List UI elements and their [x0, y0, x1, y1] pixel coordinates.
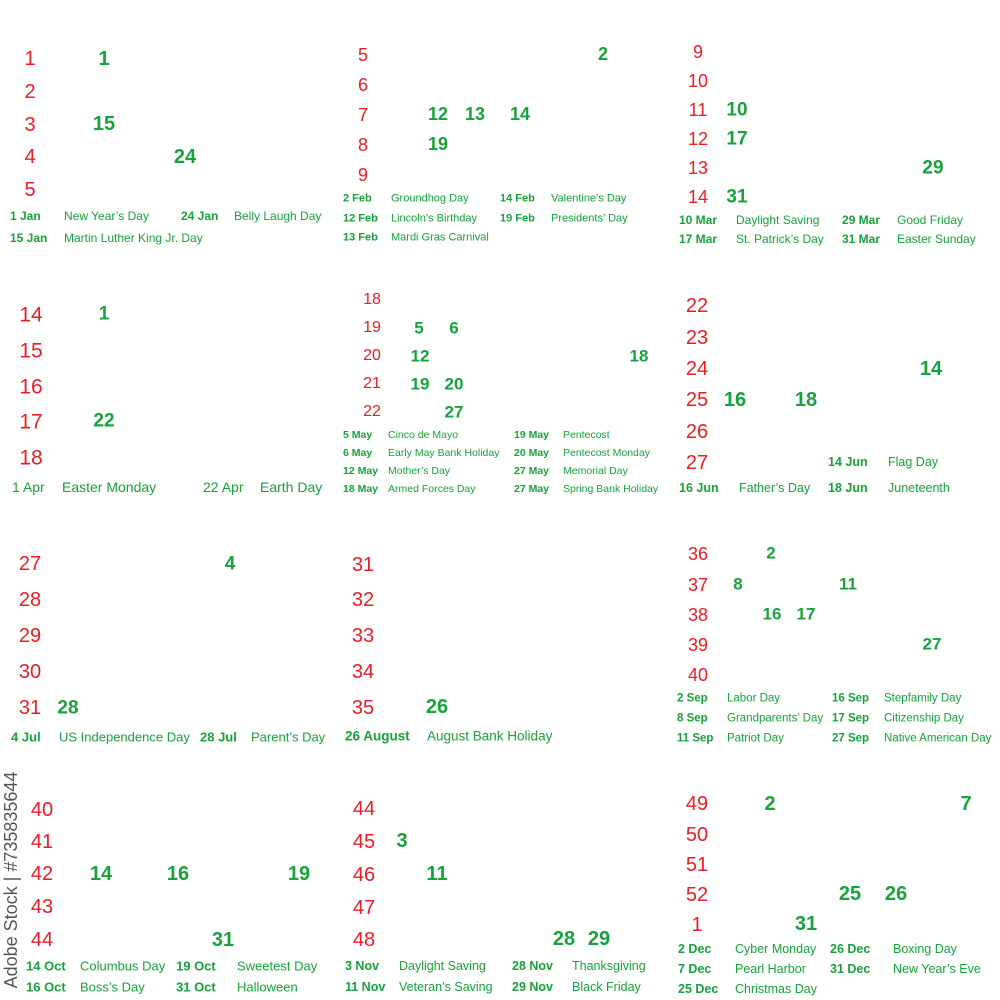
- week-number: 33: [351, 625, 375, 647]
- holiday-date-marker: 1: [98, 48, 110, 70]
- week-number: 35: [351, 697, 375, 719]
- holiday-name: Earth Day: [260, 479, 323, 495]
- holiday-date: 28 Nov: [512, 958, 553, 973]
- holiday-date-marker: 26: [884, 883, 908, 905]
- holiday-name: Presidents’ Day: [551, 212, 628, 225]
- holiday-name: Valentine’s Day: [551, 192, 627, 205]
- week-number: 21: [363, 375, 381, 392]
- holiday-date-marker: 31: [726, 186, 748, 208]
- holiday-name: Easter Sunday: [897, 232, 976, 246]
- holiday-name: Martin Luther King Jr. Day: [64, 231, 203, 245]
- holiday-name: Stepfamily Day: [884, 692, 962, 705]
- holiday-date: 11 Sep: [677, 732, 714, 745]
- holiday-name: New Year’s Day: [64, 209, 149, 223]
- week-number: 28: [18, 589, 42, 611]
- holiday-date: 27 May: [514, 464, 550, 477]
- holiday-date-marker: 25: [838, 883, 862, 905]
- holiday-date-marker: 17: [726, 128, 748, 150]
- week-number: 39: [687, 635, 709, 655]
- holiday-date-marker: 18: [794, 389, 818, 411]
- holiday-date: 31 Mar: [842, 232, 881, 246]
- holiday-date-marker: 29: [587, 928, 611, 950]
- holiday-date: 2 Sep: [677, 692, 708, 705]
- holiday-date-marker: 14: [509, 104, 531, 124]
- week-number: 48: [352, 929, 376, 951]
- holiday-date-marker: 12: [410, 346, 430, 366]
- holiday-date: 28 Jul: [200, 729, 237, 745]
- week-number: 26: [685, 421, 709, 443]
- holiday-date-marker: 22: [93, 410, 115, 432]
- holiday-date: 12 Feb: [343, 212, 378, 225]
- holiday-name: Good Friday: [897, 213, 964, 227]
- holiday-name: Pentecost: [563, 428, 610, 441]
- week-number: 31: [351, 554, 375, 576]
- holiday-name: August Bank Holiday: [427, 728, 553, 744]
- holiday-date: 12 May: [343, 464, 379, 477]
- week-number: 17: [19, 410, 43, 434]
- week-number: 51: [685, 854, 709, 876]
- holiday-date: 14 Oct: [26, 958, 66, 974]
- holiday-name: Memorial Day: [563, 464, 628, 477]
- week-number: 46: [352, 864, 376, 886]
- week-number: 43: [30, 896, 54, 918]
- week-number: 13: [687, 158, 709, 178]
- holiday-date-marker: 16: [723, 389, 747, 411]
- week-number: 18: [19, 446, 43, 470]
- week-number: 30: [18, 661, 42, 683]
- week-number: 4: [24, 146, 36, 168]
- holiday-name: Father’s Day: [739, 480, 811, 495]
- holiday-date-marker: 27: [922, 634, 942, 654]
- holiday-date-marker: 15: [92, 113, 116, 135]
- holiday-date: 26 August: [345, 728, 410, 744]
- holiday-name: Native American Day: [884, 732, 992, 745]
- holiday-name: Flag Day: [888, 454, 939, 469]
- holiday-date-marker: 20: [444, 374, 464, 394]
- holiday-date: 16 Jun: [679, 480, 719, 495]
- week-number: 27: [685, 452, 709, 474]
- holiday-name: Groundhog Day: [391, 192, 469, 205]
- holiday-date-marker: 24: [173, 146, 197, 168]
- week-number: 15: [19, 339, 43, 363]
- week-number: 32: [351, 589, 375, 611]
- week-number: 3: [24, 114, 36, 136]
- holiday-date-marker: 19: [427, 134, 449, 154]
- holiday-date: 27 May: [514, 482, 550, 495]
- holiday-name: Early May Bank Holiday: [388, 446, 500, 459]
- holiday-date: 31 Dec: [830, 961, 871, 976]
- holiday-name: Mardi Gras Carnival: [391, 231, 489, 244]
- week-number: 22: [363, 403, 381, 420]
- holiday-date: 3 Nov: [345, 958, 380, 973]
- holiday-date-marker: 6: [449, 318, 459, 338]
- holiday-date-marker: 28: [57, 697, 79, 719]
- holiday-date-marker: 16: [762, 604, 782, 624]
- holiday-date-marker: 11: [426, 863, 448, 885]
- week-number: 14: [687, 187, 709, 207]
- holiday-date-marker: 29: [922, 157, 944, 179]
- week-number: 10: [687, 71, 709, 91]
- watermark: Adobe Stock | #735835644: [1, 771, 21, 989]
- holiday-date-marker: 31: [211, 929, 235, 951]
- week-number: 22: [685, 295, 709, 317]
- holiday-date-marker: 11: [839, 574, 857, 594]
- week-number: 2: [24, 81, 36, 103]
- holiday-date: 5 May: [343, 428, 373, 441]
- holiday-date: 19 May: [514, 428, 550, 441]
- holiday-date: 14 Jun: [828, 454, 868, 469]
- holiday-name: Cinco de Mayo: [388, 428, 459, 441]
- holiday-date: 27 Sep: [832, 732, 870, 745]
- holiday-name: Patriot Day: [727, 732, 784, 745]
- holiday-date-marker: 8: [733, 574, 743, 594]
- holiday-name: Citizenship Day: [884, 712, 964, 725]
- holiday-date: 25 Dec: [678, 981, 719, 996]
- week-number: 29: [18, 625, 42, 647]
- holiday-date-marker: 10: [726, 99, 748, 121]
- week-number: 31: [18, 697, 42, 719]
- week-number: 7: [357, 105, 369, 125]
- holiday-name: Grandparents’ Day: [727, 712, 824, 725]
- holiday-date-marker: 17: [796, 604, 816, 624]
- holiday-name: Daylight Saving: [399, 958, 486, 973]
- holiday-date: 13 Feb: [343, 231, 378, 244]
- holiday-name: Spring Bank Holiday: [563, 482, 659, 495]
- week-number: 24: [685, 358, 709, 380]
- holiday-date: 19 Feb: [500, 212, 535, 225]
- holiday-name: US Independence Day: [59, 729, 190, 745]
- holiday-date: 26 Dec: [830, 941, 871, 956]
- holiday-date-marker: 1: [98, 303, 110, 325]
- holiday-date-marker: 2: [764, 793, 776, 815]
- week-number: 19: [363, 319, 381, 336]
- holiday-date-marker: 26: [425, 696, 449, 718]
- holiday-name: Pearl Harbor: [735, 961, 806, 976]
- holiday-date: 22 Apr: [203, 479, 244, 495]
- holiday-date: 2 Feb: [343, 192, 372, 205]
- holiday-date: 29 Nov: [512, 979, 553, 994]
- holiday-name: Boss’s Day: [80, 979, 145, 995]
- week-number: 12: [687, 129, 709, 149]
- holiday-date: 16 Oct: [26, 979, 66, 995]
- week-number: 20: [363, 347, 381, 364]
- week-number: 5: [24, 179, 36, 201]
- holiday-name: Columbus Day: [80, 958, 166, 974]
- holiday-name: Veteran’s Saving: [399, 979, 493, 994]
- holiday-date: 10 Mar: [679, 213, 718, 227]
- week-number: 38: [687, 605, 709, 625]
- holiday-date-marker: 14: [919, 358, 943, 380]
- holiday-date-marker: 13: [464, 104, 486, 124]
- holiday-date: 8 Sep: [677, 712, 708, 725]
- holiday-name: Cyber Monday: [735, 941, 817, 956]
- holiday-name: Black Friday: [572, 979, 641, 994]
- week-number: 25: [685, 389, 709, 411]
- holiday-date-marker: 4: [224, 553, 236, 575]
- holiday-name: Pentecost Monday: [563, 446, 650, 459]
- holiday-date: 14 Feb: [500, 192, 535, 205]
- week-number: 44: [30, 929, 54, 951]
- holiday-name: Parent’s Day: [251, 729, 326, 745]
- week-number: 18: [363, 291, 381, 308]
- week-number: 36: [687, 544, 709, 564]
- holiday-name: Sweetest Day: [237, 958, 318, 974]
- holiday-name: Halloween: [237, 979, 298, 995]
- week-number: 49: [685, 793, 709, 815]
- holiday-date-marker: 27: [444, 402, 464, 422]
- holiday-date: 1 Jan: [10, 209, 41, 223]
- holiday-date: 31 Oct: [176, 979, 216, 995]
- week-number: 1: [24, 48, 36, 70]
- week-number: 27: [18, 553, 42, 575]
- week-number: 6: [357, 75, 369, 95]
- week-number: 40: [30, 799, 54, 821]
- holiday-name: Lincoln’s Birthday: [391, 212, 478, 225]
- week-number: 50: [685, 824, 709, 846]
- holiday-date: 11 Nov: [345, 979, 386, 994]
- week-number: 37: [687, 575, 709, 595]
- holiday-name: Easter Monday: [62, 479, 157, 495]
- holiday-date-marker: 7: [960, 793, 972, 815]
- holiday-date: 16 Sep: [832, 692, 870, 705]
- holiday-date-marker: 19: [410, 374, 430, 394]
- holiday-date: 7 Dec: [678, 961, 712, 976]
- holiday-name: Juneteenth: [888, 480, 950, 495]
- holiday-date: 4 Jul: [11, 729, 41, 745]
- holiday-name: St. Patrick’s Day: [736, 232, 824, 246]
- holiday-date: 18 May: [343, 482, 379, 495]
- holiday-date-marker: 2: [766, 543, 776, 563]
- holiday-date-marker: 28: [552, 928, 576, 950]
- week-number: 9: [692, 42, 704, 62]
- week-number: 9: [357, 165, 369, 185]
- week-number: 40: [687, 665, 709, 685]
- holiday-date: 19 Oct: [176, 958, 216, 974]
- holiday-name: Labor Day: [727, 692, 781, 705]
- holiday-date-marker: 19: [287, 863, 311, 885]
- holiday-name: New Year’s Eve: [893, 961, 981, 976]
- holiday-date-marker: 16: [166, 863, 190, 885]
- holiday-date-marker: 14: [89, 863, 113, 885]
- week-number: 16: [19, 375, 43, 399]
- holiday-date: 20 May: [514, 446, 550, 459]
- week-number: 44: [352, 798, 376, 820]
- week-number: 5: [357, 45, 369, 65]
- holiday-date: 17 Mar: [679, 232, 718, 246]
- holiday-name: Daylight Saving: [736, 213, 820, 227]
- holiday-name: Belly Laugh Day: [234, 209, 322, 223]
- week-number: 11: [688, 100, 708, 120]
- week-number: 34: [351, 661, 375, 683]
- holiday-name: Armed Forces Day: [388, 482, 476, 495]
- holiday-date: 18 Jun: [828, 480, 868, 495]
- week-number: 41: [30, 831, 54, 853]
- holiday-date: 24 Jan: [181, 209, 219, 223]
- week-number: 23: [685, 327, 709, 349]
- holiday-date: 1 Apr: [12, 479, 45, 495]
- holiday-date-marker: 2: [597, 44, 609, 64]
- week-number: 52: [685, 884, 709, 906]
- holiday-date-marker: 3: [396, 830, 408, 852]
- holiday-date: 29 Mar: [842, 213, 881, 227]
- holiday-name: Christmas Day: [735, 981, 817, 996]
- week-number: 42: [30, 863, 54, 885]
- holiday-date-marker: 18: [629, 346, 649, 366]
- week-number: 8: [357, 135, 369, 155]
- holiday-name: Thanksgiving: [572, 958, 646, 973]
- holiday-name: Mother’s Day: [388, 464, 451, 477]
- holiday-date-marker: 5: [414, 318, 424, 338]
- week-number: 47: [352, 897, 376, 919]
- week-number: 1: [691, 914, 703, 936]
- week-number: 14: [19, 303, 43, 327]
- holiday-date-marker: 12: [427, 104, 449, 124]
- holiday-date-marker: 31: [794, 913, 818, 935]
- holiday-date: 6 May: [343, 446, 373, 459]
- week-number: 45: [352, 831, 376, 853]
- holiday-date: 17 Sep: [832, 712, 870, 725]
- holiday-date: 2 Dec: [678, 941, 712, 956]
- holiday-date: 15 Jan: [10, 231, 48, 245]
- holiday-name: Boxing Day: [893, 941, 957, 956]
